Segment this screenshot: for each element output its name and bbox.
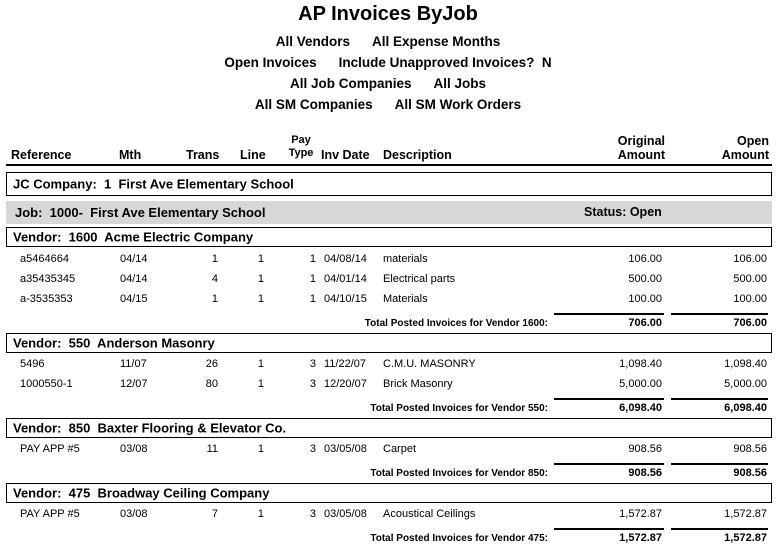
- filter-job-companies: All Job Companies: [289, 76, 412, 91]
- col-header-trans: Trans: [186, 148, 220, 162]
- cell-pay-type: 1: [309, 293, 316, 305]
- subtotal-rule-open: [671, 398, 768, 400]
- col-header-description: Description: [383, 148, 452, 162]
- vendor-total-label: Total Posted Invoices for Vendor 550:: [370, 403, 548, 414]
- cell-original-amount: 908.56: [628, 443, 662, 455]
- vendor-box: [6, 418, 772, 438]
- vendor-label: Vendor: 475 Broadway Ceiling Company: [13, 485, 270, 501]
- cell-line: 1: [257, 273, 264, 285]
- col-header-type: Type: [288, 147, 314, 159]
- cell-reference: a35435345: [20, 273, 76, 285]
- cell-original-amount: 1,098.40: [619, 358, 662, 370]
- subtotal-rule-original: [554, 398, 664, 400]
- cell-trans: 11: [206, 443, 218, 455]
- vendor-total-open: 1,572.87: [724, 532, 767, 544]
- job-bar: [6, 201, 772, 224]
- subtotal-rule-open: [671, 313, 768, 315]
- filter-open-invoices: Open Invoices: [224, 55, 317, 70]
- cell-original-amount: 500.00: [628, 273, 662, 285]
- vendor-label: Vendor: 1600 Acme Electric Company: [13, 229, 254, 245]
- cell-original-amount: 5,000.00: [619, 378, 662, 390]
- cell-description: materials: [383, 253, 428, 265]
- cell-description: Carpet: [383, 443, 417, 455]
- cell-open-amount: 100.00: [733, 293, 767, 305]
- vendor-total-original: 1,572.87: [619, 532, 662, 544]
- cell-description: Materials: [383, 293, 428, 305]
- subtotal-rule-open: [671, 528, 768, 530]
- subtotal-rule-open: [671, 463, 768, 465]
- filter-line: [0, 76, 776, 91]
- cell-original-amount: 1,572.87: [619, 508, 662, 520]
- col-header-open-amount: [680, 134, 769, 162]
- filter-vendors: All Vendors: [275, 34, 350, 49]
- cell-pay-type: 3: [309, 358, 316, 370]
- cell-line: 1: [257, 443, 264, 455]
- cell-pay-type: 1: [309, 273, 316, 285]
- col-header-open: Open: [737, 134, 769, 148]
- cell-original-amount: 100.00: [628, 293, 662, 305]
- vendor-total-original: 908.56: [628, 467, 662, 479]
- col-header-amount: Amount: [721, 148, 769, 162]
- header-rule: [6, 164, 772, 166]
- filter-line: [0, 55, 776, 70]
- vendor-box: [6, 227, 772, 247]
- cell-reference: PAY APP #5: [20, 508, 80, 520]
- cell-trans: 1: [211, 293, 218, 305]
- cell-inv-date: 12/20/07: [324, 378, 367, 390]
- filter-sm-work-orders: All SM Work Orders: [394, 97, 522, 112]
- filter-months: All Expense Months: [372, 34, 501, 49]
- filter-line: [0, 34, 776, 49]
- vendor-total-label: Total Posted Invoices for Vendor 850:: [370, 468, 548, 479]
- col-header-pay-type: [282, 134, 320, 160]
- cell-pay-type: 1: [309, 253, 316, 265]
- cell-mth: 03/08: [120, 508, 148, 520]
- filter-unapproved: Include Unapproved Invoices? N: [338, 55, 552, 70]
- vendor-total-label: Total Posted Invoices for Vendor 475:: [370, 533, 548, 544]
- cell-mth: 04/14: [120, 273, 148, 285]
- cell-inv-date: 04/10/15: [324, 293, 367, 305]
- subtotal-rule-original: [554, 528, 664, 530]
- company-label: JC Company: 1 First Ave Elementary School: [13, 176, 294, 192]
- cell-inv-date: 04/08/14: [324, 253, 367, 265]
- cell-pay-type: 3: [309, 378, 316, 390]
- vendor-box: [6, 333, 772, 353]
- vendor-total-open: 706.00: [733, 317, 767, 329]
- cell-open-amount: 1,572.87: [724, 508, 767, 520]
- col-header-pay: Pay: [291, 134, 311, 146]
- cell-open-amount: 5,000.00: [724, 378, 767, 390]
- cell-reference: a5464664: [20, 253, 69, 265]
- cell-line: 1: [257, 378, 264, 390]
- cell-reference: 1000550-1: [20, 378, 73, 390]
- col-header-reference: Reference: [11, 148, 72, 162]
- cell-inv-date: 03/05/08: [324, 443, 367, 455]
- cell-original-amount: 106.00: [628, 253, 662, 265]
- filter-line: [0, 97, 776, 112]
- vendor-label: Vendor: 550 Anderson Masonry: [13, 335, 215, 351]
- cell-open-amount: 908.56: [733, 443, 767, 455]
- cell-reference: 5496: [20, 358, 45, 370]
- vendor-label: Vendor: 850 Baxter Flooring & Elevator Co.: [13, 420, 287, 436]
- cell-description: Brick Masonry: [383, 378, 453, 390]
- vendor-total-open: 908.56: [733, 467, 767, 479]
- col-header-original-amount: [580, 134, 665, 162]
- col-header-amount: Amount: [617, 148, 665, 162]
- job-status: Status: Open: [584, 205, 662, 219]
- cell-trans: 1: [211, 253, 218, 265]
- cell-description: Electrical parts: [383, 273, 456, 285]
- cell-description: Acoustical Ceilings: [383, 508, 476, 520]
- cell-trans: 7: [211, 508, 218, 520]
- cell-open-amount: 1,098.40: [724, 358, 767, 370]
- vendor-total-label: Total Posted Invoices for Vendor 1600:: [364, 318, 548, 329]
- vendor-total-original: 6,098.40: [619, 402, 662, 414]
- cell-mth: 03/08: [120, 443, 148, 455]
- cell-trans: 26: [205, 358, 218, 370]
- cell-line: 1: [257, 253, 264, 265]
- cell-line: 1: [257, 358, 264, 370]
- filter-jobs: All Jobs: [433, 76, 487, 91]
- col-header-mth: Mth: [119, 148, 142, 162]
- cell-open-amount: 500.00: [733, 273, 767, 285]
- cell-pay-type: 3: [309, 508, 316, 520]
- cell-reference: a-3535353: [20, 293, 73, 305]
- cell-inv-date: 04/01/14: [324, 273, 367, 285]
- cell-mth: 11/07: [120, 358, 147, 370]
- cell-mth: 04/14: [120, 253, 148, 265]
- cell-inv-date: 11/22/07: [324, 358, 367, 370]
- cell-description: C.M.U. MASONRY: [383, 358, 476, 370]
- job-label: Job: 1000- First Ave Elementary School: [15, 205, 266, 220]
- vendor-box: [6, 483, 772, 503]
- cell-pay-type: 3: [309, 443, 316, 455]
- subtotal-rule-original: [554, 463, 664, 465]
- cell-line: 1: [257, 293, 264, 305]
- col-header-inv-date: Inv Date: [321, 148, 370, 162]
- cell-inv-date: 03/05/08: [324, 508, 367, 520]
- cell-reference: PAY APP #5: [20, 443, 80, 455]
- vendor-total-original: 706.00: [628, 317, 662, 329]
- cell-trans: 4: [211, 273, 218, 285]
- cell-line: 1: [257, 508, 264, 520]
- col-header-line: Line: [240, 148, 266, 162]
- cell-mth: 12/07: [120, 378, 148, 390]
- cell-mth: 04/15: [120, 293, 148, 305]
- vendor-total-open: 6,098.40: [724, 402, 767, 414]
- filter-sm-companies: All SM Companies: [254, 97, 373, 112]
- cell-trans: 80: [205, 378, 218, 390]
- report-title: AP Invoices ByJob: [298, 3, 478, 25]
- company-box: [6, 172, 772, 196]
- subtotal-rule-original: [554, 313, 664, 315]
- cell-open-amount: 106.00: [733, 253, 767, 265]
- col-header-original: Original: [617, 134, 665, 148]
